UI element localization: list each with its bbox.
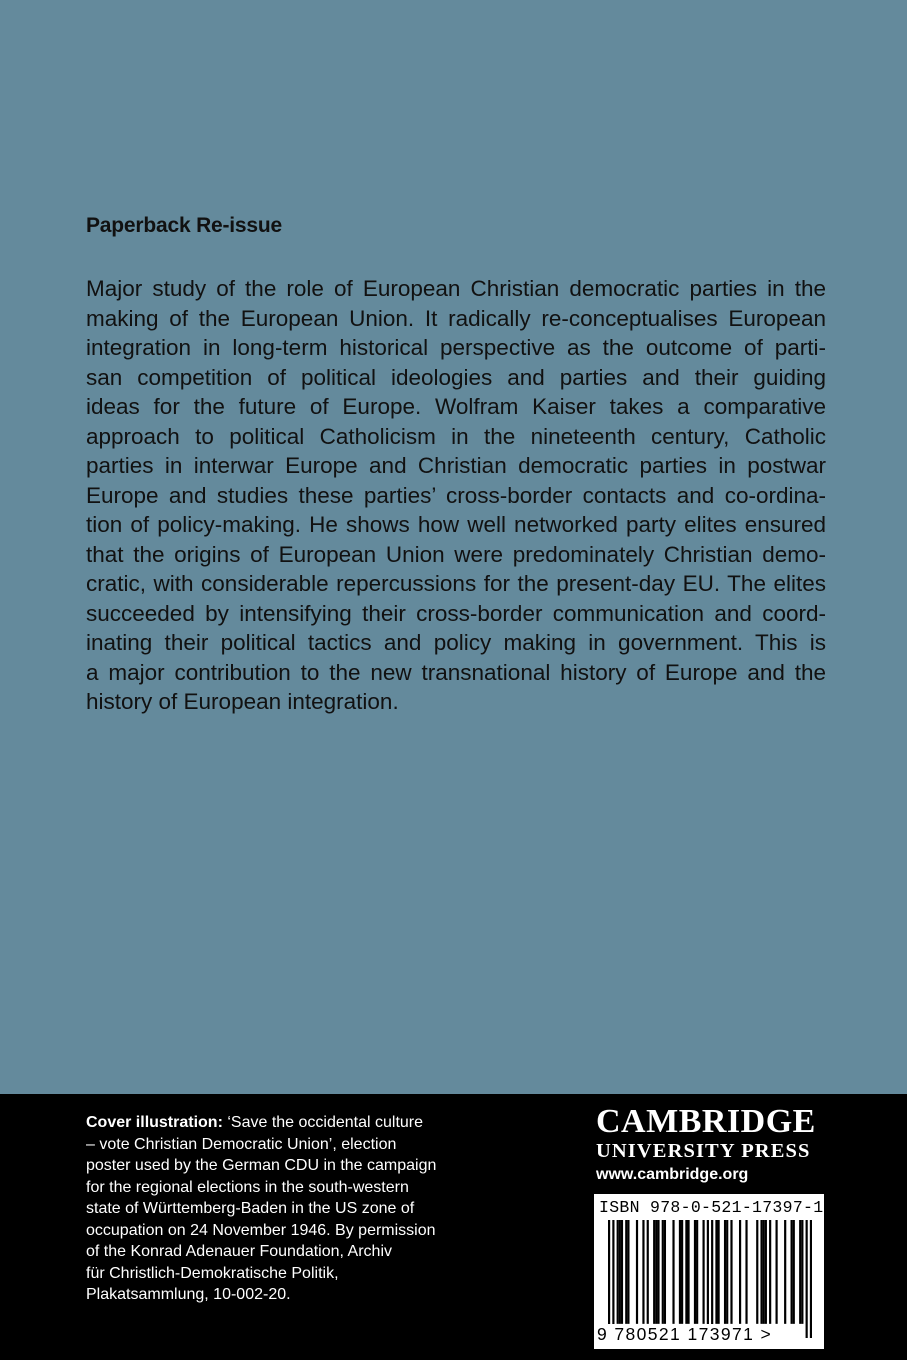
credit-line: für Christlich-Demokratische Politik, (86, 1264, 339, 1282)
description-line: Major study of the role of European Christian democratic parties in the (86, 276, 826, 301)
cover-illustration-credit (86, 1112, 466, 1306)
credit-line-text: ‘Save the occidental culture (227, 1114, 424, 1131)
barcode-bar (617, 1220, 619, 1324)
barcode-bar (664, 1220, 666, 1324)
isbn-barcode (594, 1194, 824, 1349)
barcode-bar (655, 1220, 657, 1324)
barcode-bar (745, 1220, 747, 1324)
barcode-bar (765, 1220, 767, 1324)
credit-line: occupation on 24 November 1946. By permission (86, 1221, 436, 1239)
barcode-bar (657, 1220, 659, 1324)
publisher-subname: UNIVERSITY PRESS (596, 1140, 811, 1162)
barcode-bar (608, 1220, 610, 1338)
barcode-bars (608, 1220, 812, 1338)
barcode-bar (784, 1220, 786, 1324)
description-line: ideas for the future of Europe. Wolfram Kaiser takes a comparative (86, 394, 826, 419)
barcode-bar (810, 1220, 812, 1338)
description-line: Europe and studies these parties’ cross-border contacts and co-ordina- (86, 482, 826, 508)
barcode-bar (806, 1220, 808, 1338)
publisher-url: www.cambridge.org (596, 1166, 749, 1183)
barcode-bar (718, 1220, 720, 1324)
barcode-bar (760, 1220, 762, 1324)
barcode-bar (715, 1220, 717, 1324)
barcode-bar (793, 1220, 795, 1324)
barcode-bar (730, 1220, 732, 1324)
barcode-bar (627, 1220, 629, 1324)
barcode-bar (679, 1220, 681, 1324)
barcode-bar (739, 1220, 741, 1324)
credit-line: – vote Christian Democratic Union’, election (86, 1135, 397, 1153)
cover-lower-panel (0, 1094, 907, 1360)
barcode-bar (619, 1220, 621, 1324)
barcode-bar (775, 1220, 777, 1324)
barcode-bar (799, 1220, 801, 1324)
barcode-bar (769, 1220, 771, 1324)
barcode-bar (696, 1220, 698, 1324)
barcode-bar (685, 1220, 687, 1324)
description-line: tion of policy-making. He shows how well networked party elites ensured (86, 512, 826, 537)
barcode-bar (636, 1220, 638, 1324)
barcode-bar (642, 1220, 644, 1324)
barcode-bar (707, 1220, 709, 1338)
description-line: parties in interwar Europe and Christian democratic parties in postwar (86, 453, 826, 478)
barcode-bar (694, 1220, 696, 1324)
edition-label: Paperback Re-issue (86, 214, 283, 237)
credit-line: poster used by the German CDU in the campaign (86, 1157, 437, 1174)
publisher-name: CAMBRIDGE (596, 1103, 816, 1140)
description-line: succeeded by intensifying their cross-border communication and coord- (86, 600, 826, 626)
barcode-bar (672, 1220, 674, 1324)
credit-heading: Cover illustration: (86, 1114, 223, 1131)
barcode-bar (801, 1220, 803, 1324)
description-line: approach to political Catholicism in the nineteenth century, Catholic (86, 423, 826, 449)
barcode-bar (711, 1220, 713, 1338)
description-line: history of European integration. (86, 689, 399, 714)
credit-line: Plakatsammlung, 10-002-20. (86, 1286, 291, 1303)
barcode-digits-text: 9 780521 173971 > (597, 1324, 773, 1344)
barcode-bar (702, 1220, 704, 1324)
barcode-digits (596, 1324, 773, 1345)
description-line: integration in long-term historical perspective as the outcome of parti- (86, 335, 826, 360)
publisher-logo (596, 1104, 826, 1188)
barcode-bar (625, 1220, 627, 1324)
barcode-bar (756, 1220, 758, 1324)
barcode-bar (681, 1220, 683, 1324)
description-line: inating their political tactics and policy making in government. This is (86, 630, 826, 655)
barcode-bar (653, 1220, 655, 1324)
isbn-label: ISBN 978-0-521-17397-1 (599, 1198, 824, 1217)
barcode-bar (621, 1220, 623, 1324)
credit-line: for the regional elections in the south-western (86, 1178, 409, 1196)
credit-line: of the Konrad Adenauer Foundation, Archiv (86, 1243, 392, 1260)
barcode-bar (662, 1220, 664, 1324)
description-line: making of the European Union. It radically re-conceptualises European (86, 305, 826, 331)
barcode-bar (687, 1220, 689, 1324)
barcode-bar (647, 1220, 649, 1324)
barcode-bar (612, 1220, 614, 1338)
description-line: cratic, with considerable repercussions for the present-day EU. The elites (86, 571, 826, 596)
book-description (86, 274, 826, 717)
barcode-bar (791, 1220, 793, 1324)
barcode-bar (763, 1220, 765, 1324)
description-line: that the origins of European Union were predominately Christian demo- (86, 541, 826, 567)
barcode-bar (724, 1220, 726, 1324)
description-line: a major contribution to the new transnational history of Europe and the (86, 659, 826, 685)
credit-line (86, 1112, 466, 1134)
barcode-bar (726, 1220, 728, 1324)
credit-line: state of Württemberg-Baden in the US zone of (86, 1200, 415, 1217)
description-line: san competition of political ideologies and parties and their guiding (86, 364, 826, 390)
